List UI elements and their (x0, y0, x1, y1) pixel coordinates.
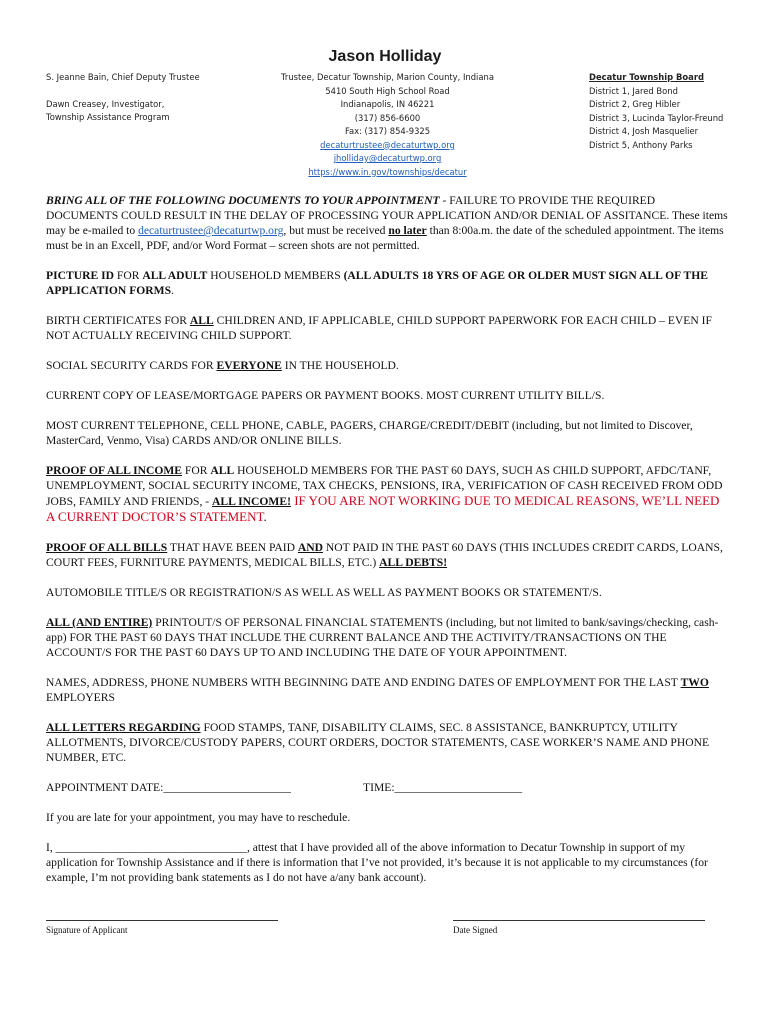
item-letters: ALL LETTERS REGARDING FOOD STAMPS, TANF, DISABILITY CLAIMS, SEC. 8 ASSISTANCE, BANKRUPTCY, UTILITY ALLOTMENTS, DIVORCE/CUSTODY PAPERS, COURT ORDERS, DOCTOR STATEMENTS, CASE WORKER’S NAME AND PHONE NUMBER, ETC. (46, 721, 710, 764)
header-right-board (589, 71, 759, 152)
item-phone-bills: MOST CURRENT TELEPHONE, CELL PHONE, CABLE, PAGERS, CHARGE/CREDIT/DEBIT (including, but not limited to Discover, MasterCard, Venmo, Visa) CARDS AND/OR ONLINE BILLS. (46, 419, 693, 447)
street-address: 5410 South High School Road (325, 85, 450, 96)
date-signed-label: Date Signed (453, 925, 498, 935)
board-member: District 3, Lucinda Taylor-Freund (589, 112, 724, 123)
board-heading: Decatur Township Board (589, 72, 704, 82)
date-signed-line[interactable] (453, 920, 705, 921)
item-financial-statements: ALL (AND ENTIRE) PRINTOUT/S OF PERSONAL FINANCIAL STATEMENTS (including, but not limited to bank/savings/checking, cash-app) FOR THE PAST 60 DAYS THAT INCLUDE THE CURRENT BALANCE AND THE ACTIVITY/TRANSACTIONS ON THE ACCOUNT/S FOR THE PAST 60 DAYS UP TO AND INCLUDING THE DATE OF YOUR APPOINTMENT. (46, 616, 719, 659)
website-link[interactable]: https://www.in.gov/townships/decatur (308, 166, 467, 177)
intro-paragraph: BRING ALL OF THE FOLLOWING DOCUMENTS TO YOUR APPOINTMENT - FAILURE TO PROVIDE THE REQUIRED DOCUMENTS COULD RESULT IN THE DELAY OF PROCESSING YOUR APPLICATION AND/OR DENIAL OF ASSITANCE. These items may be e-mailed to decaturtrustee@decaturtwp.org, but must be received no later than 8:00a.m. the date of the scheduled appointment. The items must be in an Excell, PDF, and/or Word Format – screen shots are not permitted. (46, 194, 728, 252)
late-notice: If you are late for your appointment, you may have to reschedule. (46, 811, 351, 824)
document-title: Jason Holliday (328, 48, 442, 65)
document-body (46, 193, 730, 900)
holliday-email-link[interactable]: jholliday@decaturtwp.org (333, 153, 442, 163)
appointment-row (46, 780, 730, 795)
board-member: District 2, Greg Hibler (589, 99, 681, 109)
city-state-zip: Indianapolis, IN 46221 (340, 99, 435, 109)
item-employers: NAMES, ADDRESS, PHONE NUMBERS WITH BEGINNING DATE AND ENDING DATES OF EMPLOYMENT FOR THE LAST TWO EMPLOYERS (46, 676, 709, 704)
board-member: District 1, Jared Bond (589, 85, 678, 96)
item-income: PROOF OF ALL INCOME FOR ALL HOUSEHOLD MEMBERS FOR THE PAST 60 DAYS, SUCH AS CHILD SUPPORT, AFDC/TANF, UNEMPLOYMENT, SOCIAL SECURITY INCOME, TAX CHECKS, PENSIONS, IRA, VERIFICATION OF CASH RECEIVED FROM ODD JOBS, FAMILY AND FRIENDS, - ALL INCOME! IF YOU ARE NOT WORKING DUE TO MEDICAL REASONS, WE’LL NEED A CURRENT DOCTOR’S STATEMENT. (46, 464, 723, 524)
item-automobile: AUTOMOBILE TITLE/S OR REGISTRATION/S AS WELL AS WELL AS PAYMENT BOOKS OR STATEMENT/S. (46, 586, 602, 599)
attestation-paragraph: I, _________________________________, attest that I have provided all of the above information to Decatur Township in support of my application for Township Assistance and if there is information that I’ve not provided, it’s because it is not applicable to my circumstances (for example, I’m not providing bank statements as I do not have a/any bank account). (46, 841, 708, 884)
applicant-signature-label: Signature of Applicant (46, 925, 128, 935)
header-center-contact (265, 71, 510, 179)
board-member: District 5, Anthony Parks (589, 139, 693, 150)
header-left-staff (46, 71, 266, 125)
program-name: Township Assistance Program (46, 112, 170, 122)
item-bills: PROOF OF ALL BILLS THAT HAVE BEEN PAID AND NOT PAID IN THE PAST 60 DAYS (THIS INCLUDES CREDIT CARDS, LOANS, COURT FEES, FURNITURE PAYMENTS, MEDICAL BILLS, ETC.) ALL DEBTS! (46, 541, 723, 569)
phone-number: (317) 856-6600 (354, 112, 421, 123)
item-birth-certificates: BIRTH CERTIFICATES FOR ALL CHILDREN AND, IF APPLICABLE, CHILD SUPPORT PAPERWORK FOR EACH CHILD – EVEN IF NOT ACTUALLY RECEIVING CHILD SUPPORT. (46, 314, 712, 342)
item-lease: CURRENT COPY OF LEASE/MORTGAGE PAPERS OR PAYMENT BOOKS. MOST CURRENT UTILITY BILL/S. (46, 389, 605, 402)
submission-email-link[interactable]: decaturtrustee@decaturtwp.org (138, 224, 284, 237)
item-picture-id: PICTURE ID FOR ALL ADULT HOUSEHOLD MEMBERS (ALL ADULTS 18 YRS OF AGE OR OLDER MUST SIGN ALL OF THE APPLICATION FORMS. (46, 269, 708, 297)
appointment-date-field[interactable]: APPOINTMENT DATE:______________________ (46, 781, 291, 794)
chief-deputy-name: S. Jeanne Bain, Chief Deputy Trustee (46, 72, 200, 82)
item-social-security: SOCIAL SECURITY CARDS FOR EVERYONE IN THE HOUSEHOLD. (46, 359, 399, 372)
appointment-time-field[interactable]: TIME:______________________ (363, 781, 523, 794)
fax-number: Fax: (317) 854-9325 (344, 126, 431, 136)
trustee-email-link[interactable]: decaturtrustee@decaturtwp.org (320, 139, 455, 150)
board-member: District 4, Josh Masquelier (589, 126, 699, 136)
applicant-signature-line[interactable] (46, 920, 278, 921)
investigator-name: Dawn Creasey, Investigator, (46, 98, 165, 109)
trustee-title: Trustee, Decatur Township, Marion County, Indiana (281, 72, 494, 82)
